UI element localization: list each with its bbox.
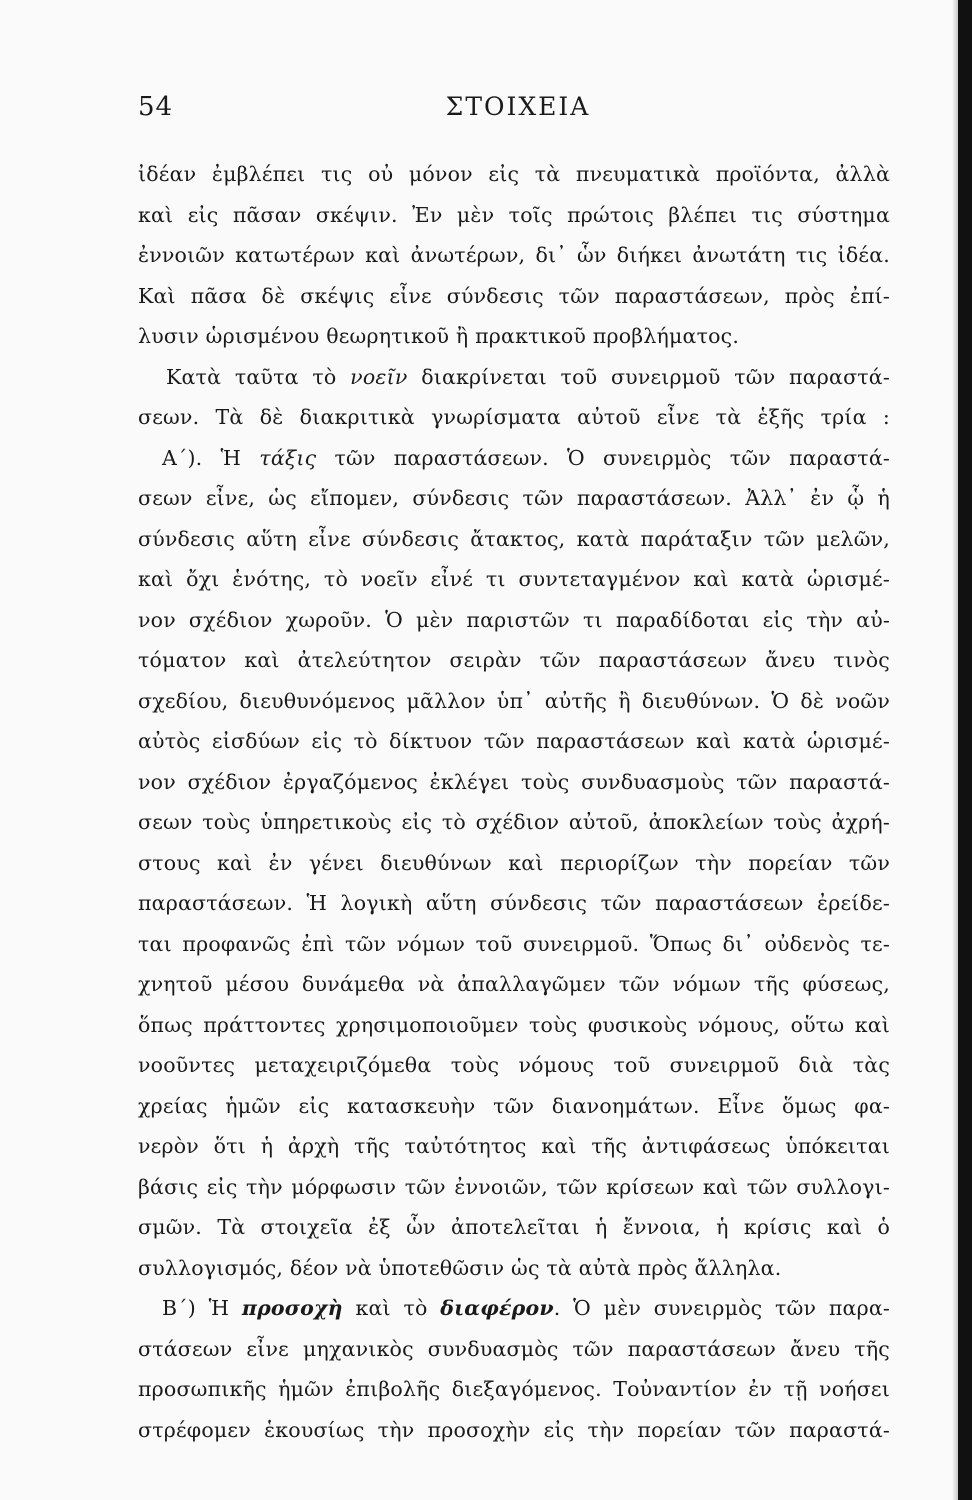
text-line: νοοῦντες μεταχειριζόμεθα τοὺς νόμους τοῦ συνειρμοῦ διὰ τὰς	[138, 1053, 890, 1077]
text-line: σχεδίου, διευθυνόμενος μᾶλλον ὑπ᾽ αὐτῆς ἢ διευθύνων. Ὁ δὲ νοῶν	[138, 688, 890, 713]
text-line: χνητοῦ μέσου δυνάμεθα νὰ ἀπαλλαγῶμεν τῶν νόμων τῆς φύσεως,	[138, 972, 890, 996]
running-title: ΣΤΟΙΧΕΙΑ	[445, 92, 591, 121]
paragraph-line	[138, 357, 890, 398]
text-line: νερὸν ὅτι ἡ ἀρχὴ τῆς ταὐτότητος καὶ τῆς ἀντιφάσεως ὑπόκειται	[138, 1134, 890, 1158]
text-line: νον σχέδιον ἐργαζόμενος ἐκλέγει τοὺς συνδυασμοὺς τῶν παραστά-	[138, 769, 890, 794]
page-number: 54	[138, 92, 174, 122]
text-line: νον σχέδιον χωροῦν. Ὁ μὲν παριστῶν τι παραδίδοται εἰς τὴν αὐ-	[138, 607, 890, 632]
text-span: Β´) Ἡ	[162, 1296, 242, 1320]
text-line: χρείας ἡμῶν εἰς κατασκευὴν τῶν διανοημάτων. Εἶνε ὅμως φα-	[138, 1093, 890, 1118]
text-line: ται προφανῶς ἐπὶ τῶν νόμων τοῦ συνειρμοῦ. Ὅπως δι᾽ οὐδενὸς τε-	[138, 931, 890, 956]
text-span: διακρίνεται τοῦ συνειρμοῦ τῶν παραστά-	[407, 364, 890, 389]
text-line: παραστάσεων. Ἡ λογικὴ αὕτη σύνδεσις τῶν παραστάσεων ἐρείδε-	[138, 891, 890, 915]
text-line: στους καὶ ἐν γένει διευθύνων καὶ περιορίζων τὴν πορείαν τῶν	[138, 850, 890, 875]
text-line: προσωπικῆς ἡμῶν ἐπιβολῆς διεξαγόμενος. Τοὐναντίον ἐν τῇ νοήσει	[138, 1377, 890, 1401]
text-line: σεων. Τὰ δὲ διακριτικὰ γνωρίσματα αὐτοῦ εἶνε τὰ ἑξῆς τρία :	[138, 405, 890, 429]
text-line: λυσιν ὡρισμένου θεωρητικοῦ ἢ πρακτικοῦ προβλήματος.	[138, 324, 740, 348]
section-a-line	[138, 438, 890, 479]
text-line: τόματον καὶ ἀτελεύτητον σειρὰν τῶν παραστάσεων ἄνευ τινὸς	[138, 648, 890, 672]
bold-term-interest: διαφέρον	[440, 1296, 554, 1320]
text-line: καὶ εἰς πᾶσαν σκέψιν. Ἐν μὲν τοῖς πρώτοις βλέπει τις σύστημα	[138, 202, 890, 227]
text-line: αὐτὸς εἰσδύων εἰς τὸ δίκτυον τῶν παραστάσεων καὶ κατὰ ὡρισμέ-	[138, 729, 890, 753]
text-line: συλλογισμός, δέον νὰ ὑποτεθῶσιν ὡς τὰ αὐτὰ πρὸς ἄλληλα.	[138, 1255, 782, 1280]
text-line: σεων εἶνε, ὡς εἴπομεν, σύνδεσις τῶν παραστάσεων. Ἀλλ᾽ ἐν ᾧ ἡ	[138, 486, 890, 510]
text-span: Κατὰ ταῦτα τὸ	[166, 364, 351, 389]
text-span: τῶν παραστάσεων. Ὁ συνειρμὸς τῶν παραστά-	[316, 445, 891, 470]
text-line: σεων τοὺς ὑπηρετικοὺς εἰς τὸ σχέδιον αὐτοῦ, ἀποκλείων τοὺς ἀχρή-	[138, 810, 890, 834]
text-span: . Ὁ μὲν συνειρμὸς τῶν παρα-	[553, 1296, 890, 1320]
text-line: ἰδέαν ἐμβλέπει τις οὐ μόνον εἰς τὰ πνευματικὰ προϊόντα, ἀλλὰ	[138, 162, 890, 186]
text-span: καὶ τὸ	[342, 1296, 441, 1320]
text-line: βάσις εἰς τὴν μόρφωσιν τῶν ἐννοιῶν, τῶν κρίσεων καὶ τῶν συλλογι-	[138, 1174, 890, 1199]
text-span: Α´). Ἡ	[162, 445, 260, 470]
text-line: σύνδεσις αὕτη εἶνε σύνδεσις ἄτακτος, κατὰ παράταξιν τῶν μελῶν,	[138, 526, 890, 551]
text-line: ἐννοιῶν κατωτέρων καὶ ἀνωτέρων, δι᾽ ὧν διήκει ἀνωτάτη τις ἰδέα.	[138, 243, 890, 267]
scan-border	[958, 0, 972, 1500]
text-line: ὅπως πράττοντες χρησιμοποιοῦμεν τοὺς φυσικοὺς νόμους, οὕτω καὶ	[138, 1012, 890, 1037]
text-line: Καὶ πᾶσα δὲ σκέψις εἶνε σύνδεσις τῶν παραστάσεων, πρὸς ἐπί-	[138, 283, 890, 308]
body-text	[138, 154, 890, 1450]
section-b-line	[138, 1288, 890, 1329]
italic-term: νοεῖν	[350, 364, 408, 389]
text-line: στρέφομεν ἑκουσίως τὴν προσοχὴν εἰς τὴν πορείαν τῶν παραστά-	[138, 1417, 890, 1442]
page-header	[138, 92, 898, 132]
text-line: στάσεων εἶνε μηχανικὸς συνδυασμὸς τῶν παραστάσεων ἄνευ τῆς	[138, 1336, 890, 1361]
bold-term-attention: προσοχὴ	[241, 1296, 343, 1320]
text-line: καὶ ὄχι ἑνότης, τὸ νοεῖν εἶνέ τι συντεταγμένον καὶ κατὰ ὡρισμέ-	[138, 567, 890, 591]
text-line: σμῶν. Τὰ στοιχεῖα ἐξ ὧν ἀποτελεῖται ἡ ἔννοια, ἡ κρίσις καὶ ὁ	[138, 1215, 890, 1239]
italic-term: τάξις	[259, 445, 317, 470]
